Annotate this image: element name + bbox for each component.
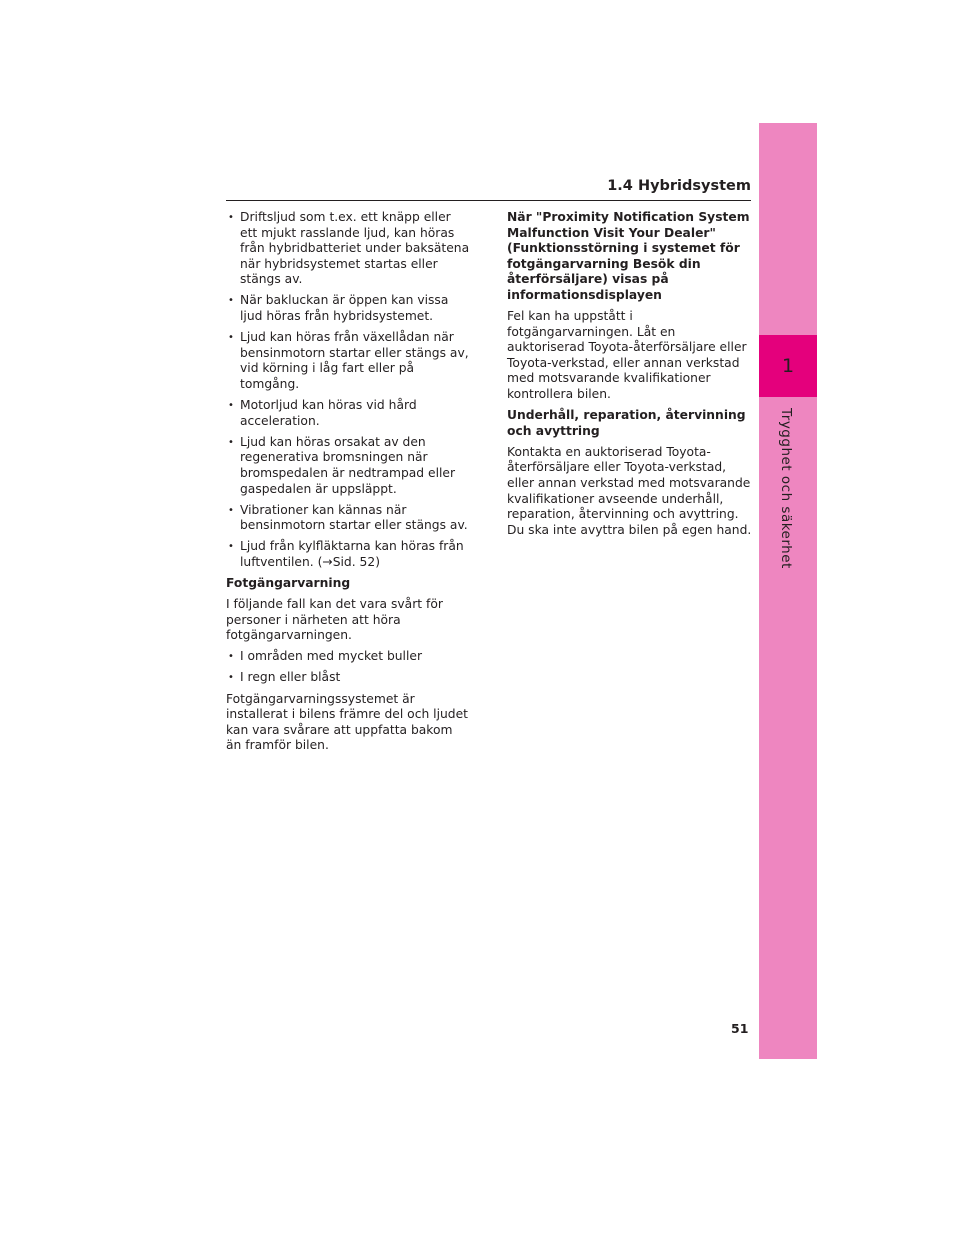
list-item: • Ljud kan höras från växellådan när bensinmotorn startar eller stängs av, vid körning i låg fart eller på tomgång.: [226, 330, 471, 392]
header-divider: [226, 200, 751, 201]
bullet-list-top: [226, 210, 471, 570]
paragraph: Fotgängarvarningssystemet är installerat i bilens främre del och ljudet kan vara svårare att uppfatta bakom än framför bilen.: [226, 691, 468, 753]
chapter-label: Trygghet och säkerhet: [778, 408, 794, 569]
list-item: • Ljud från kylfläktarna kan höras från luftventilen. (→Sid. 52): [226, 539, 471, 570]
list-item: • I områden med mycket buller: [226, 649, 471, 665]
right-column: [507, 210, 752, 544]
list-item: • Driftsljud som t.ex. ett knäpp eller ett mjukt rasslande ljud, kan höras från hybridbatteriet under baksätena när hybridsystemet startas eller stängs av.: [226, 210, 471, 288]
list-item: • Vibrationer kan kännas när bensinmotorn startar eller stängs av.: [226, 503, 471, 534]
paragraph: Kontakta en auktoriserad Toyota-återförsäljare eller Toyota-verkstad, eller annan verkstad med motsvarande kvalifikationer avseende underhåll, reparation, återvinning och avyttring. Du ska inte avyttra bilen på egen hand.: [507, 444, 752, 537]
left-column: [226, 210, 471, 759]
paragraph: Fel kan ha uppstått i fotgängarvarningen. Låt en auktoriserad Toyota-återförsäljare eller Toyota-verkstad, eller annan verkstad med motsvarande kvalifikationer kontrollera bilen.: [507, 309, 747, 402]
paragraph: I följande fall kan det vara svårt för personer i närheten att höra fotgängarvarningen.: [226, 597, 443, 643]
list-item: • När bakluckan är öppen kan vissa ljud höras från hybridsystemet.: [226, 293, 471, 324]
section-title: 1.4 Hybridsystem: [607, 178, 751, 194]
list-item: • Ljud kan höras orsakat av den regenerativa bromsningen när bromspedalen är nedtrampad eller gaspedalen är uppsläppt.: [226, 435, 471, 497]
page-number: 51: [731, 1021, 749, 1036]
list-item: • Motorljud kan höras vid hård acceleration.: [226, 398, 471, 429]
bullet-list-bottom: [226, 649, 471, 686]
section-heading: När "Proximity Notification System Malfunction Visit Your Dealer" (Funktionsstörning i systemet för fotgängarvarning Besök din återförsäljare) visas på informationsdisplayen: [507, 210, 750, 302]
chapter-number: 1: [759, 335, 817, 397]
chapter-side-tab: [759, 123, 817, 1059]
list-item: • I regn eller blåst: [226, 670, 471, 686]
section-heading: Underhåll, reparation, återvinning och avyttring: [507, 408, 746, 438]
section-heading: Fotgängarvarning: [226, 575, 351, 590]
